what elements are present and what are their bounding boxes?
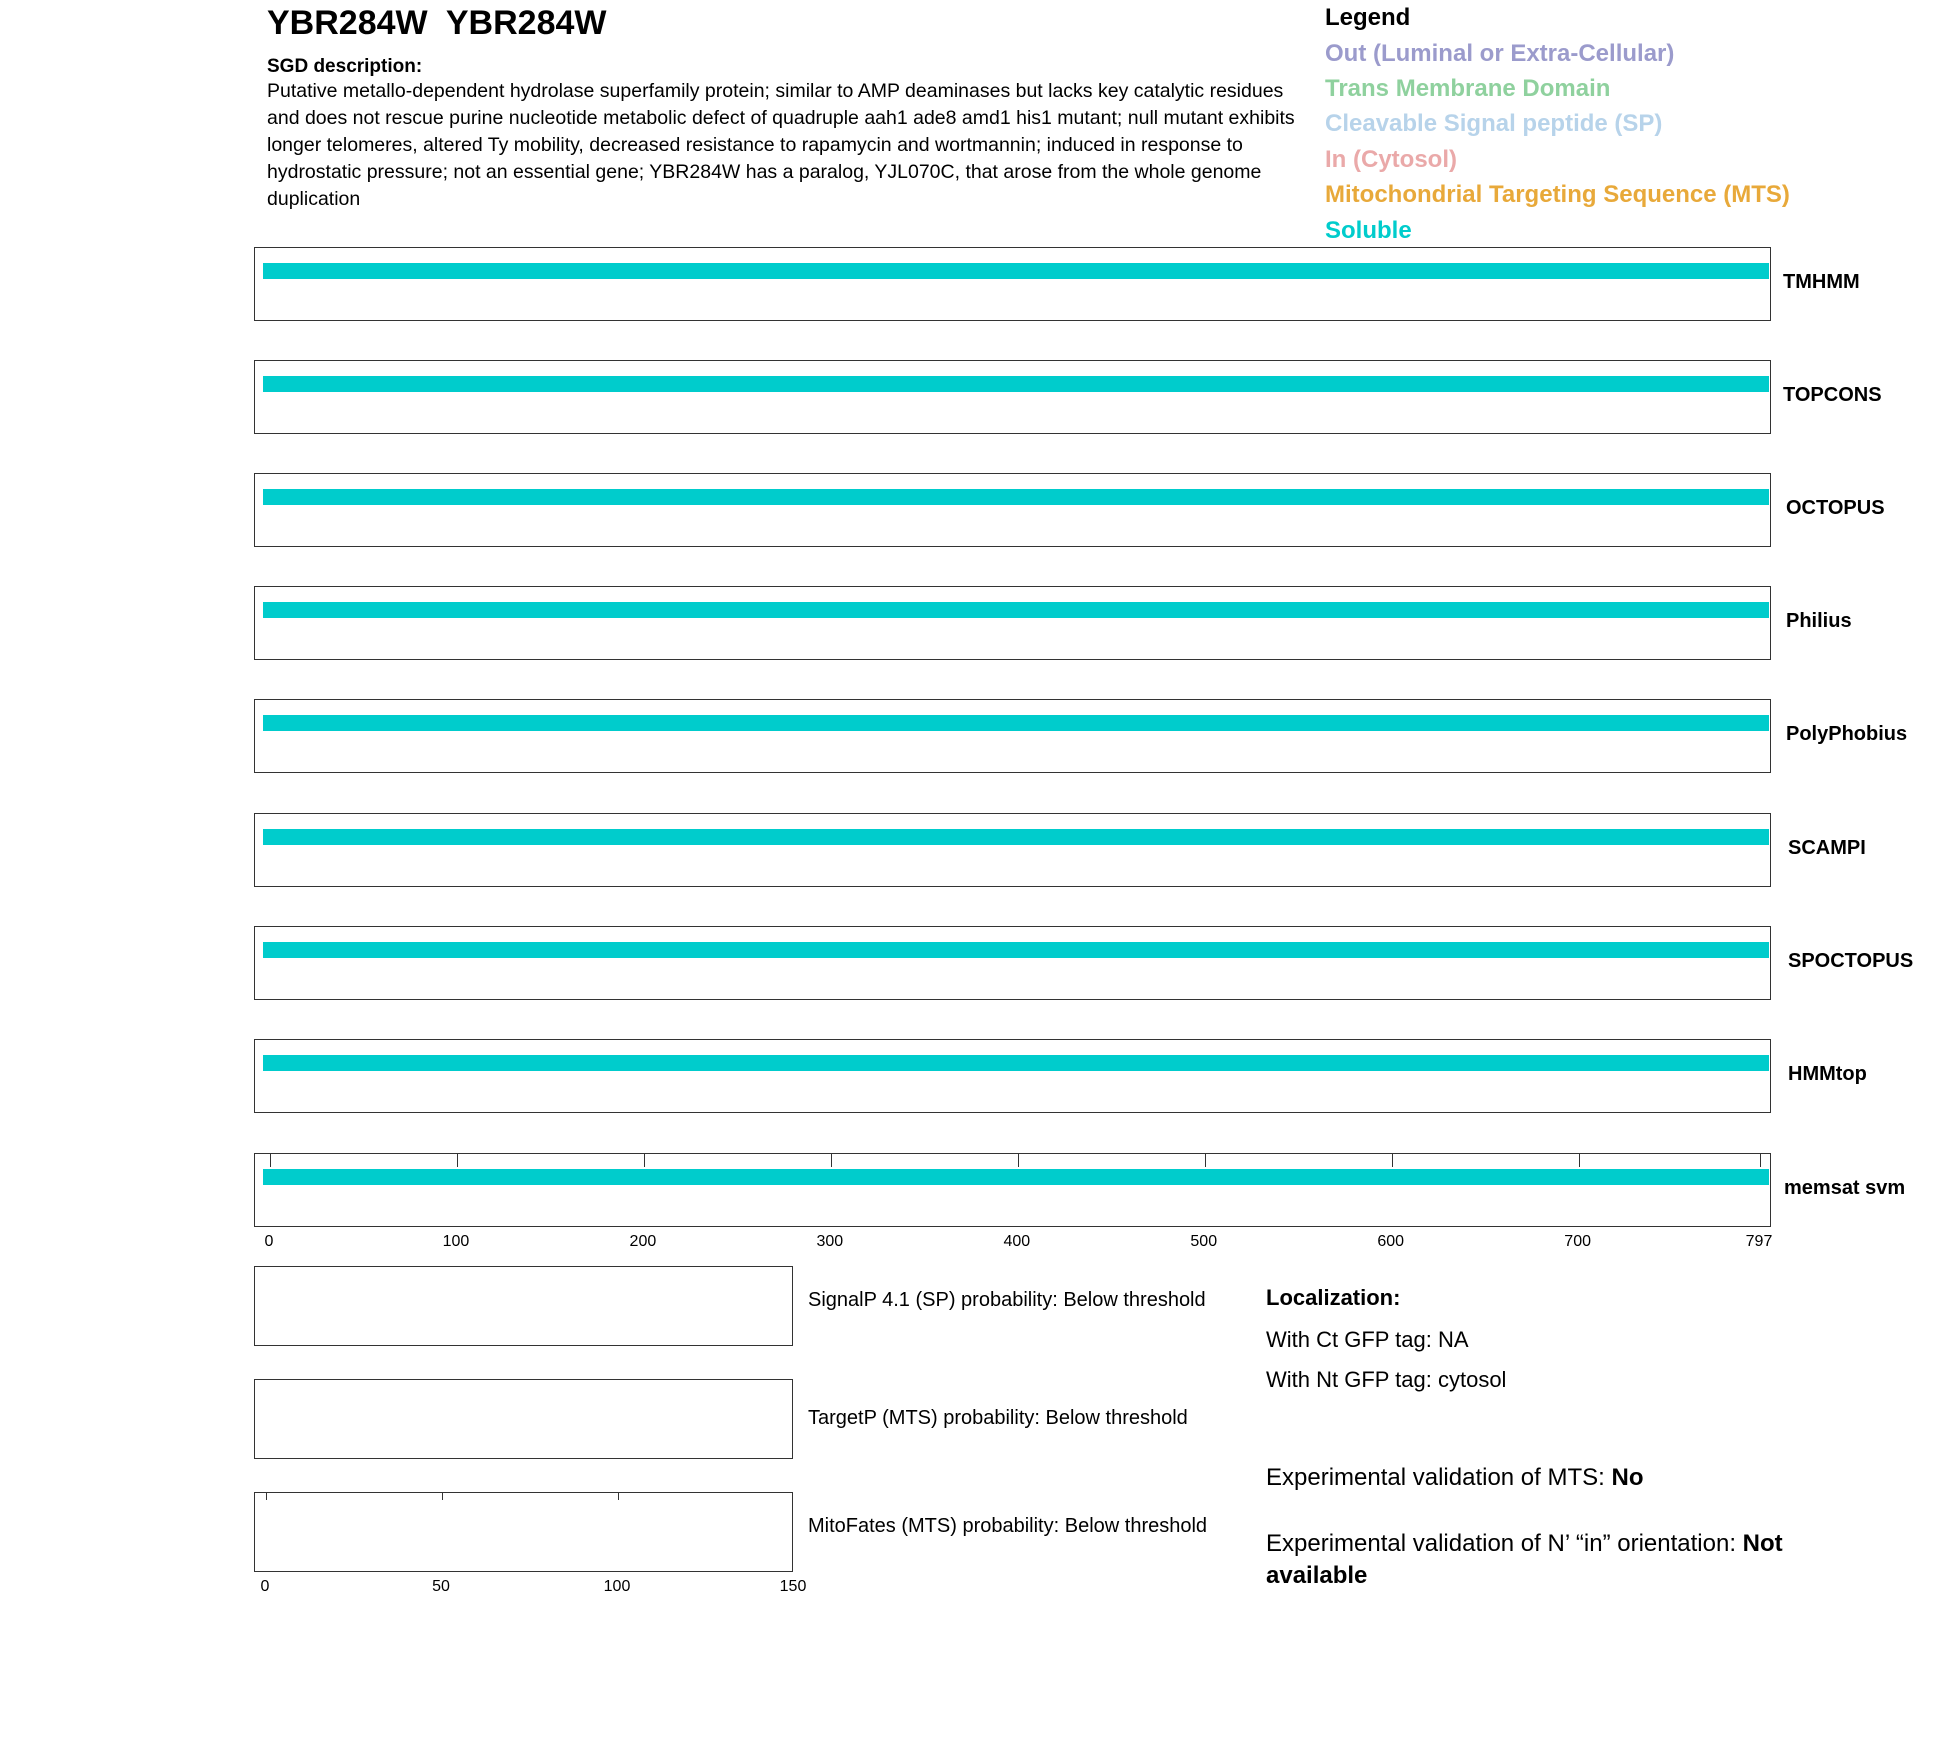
legend-item: Mitochondrial Targeting Sequence (MTS) — [1325, 181, 1790, 208]
description-text: Putative metallo-dependent hydrolase superfamily protein; similar to AMP deaminases but lacks key catalytic residues and does not rescue purine nucleotide metabolic defect of quadruple aah1 ade8 amd1 his1 mutant; null mutant exhibits longer telomeres, altered Ty mobility, decreased resistance to rapamycin and wortmannin; induced in response to hydrostatic pressure; not an essential gene; YBR284W has a paralog, YJL070C, that arose from the whole genome duplication — [267, 80, 1295, 210]
axis-tick-label: 300 — [816, 1233, 844, 1250]
track-label: SCAMPI — [1788, 837, 1866, 859]
segment-bar — [263, 489, 1769, 505]
track-box — [254, 586, 1771, 660]
track-label: TMHMM — [1783, 271, 1860, 293]
probability-text: TargetP (MTS) probability: Below threshold — [808, 1407, 1188, 1429]
track-box — [254, 247, 1771, 321]
track-box — [254, 699, 1771, 773]
axis-tick — [1205, 1154, 1206, 1167]
segment-bar — [263, 1055, 1769, 1071]
axis-tick-label: 0 — [260, 1578, 270, 1595]
localization-title: Localization: — [1266, 1285, 1401, 1310]
axis-tick — [1018, 1154, 1019, 1167]
track-label: OCTOPUS — [1786, 497, 1885, 519]
axis-tick — [831, 1154, 832, 1167]
axis-tick-label: 50 — [432, 1578, 450, 1595]
track-label: PolyPhobius — [1786, 723, 1908, 745]
track-label: HMMtop — [1788, 1063, 1867, 1085]
axis-tick-label: 600 — [1377, 1233, 1405, 1250]
mts-validation-label: Experimental validation of MTS: — [1266, 1464, 1612, 1491]
segment-bar — [263, 942, 1769, 958]
page-title: YBR284W YBR284W — [267, 4, 607, 42]
probability-box — [254, 1492, 793, 1572]
track-box — [254, 926, 1771, 1000]
axis-tick-label: 400 — [1003, 1233, 1031, 1250]
axis-tick — [270, 1154, 271, 1167]
mts-validation-value: No — [1611, 1464, 1644, 1491]
axis-tick — [644, 1154, 645, 1167]
legend-item: Out (Luminal or Extra-Cellular) — [1325, 40, 1675, 67]
axis-tick-label: 700 — [1564, 1233, 1592, 1250]
segment-bar — [263, 715, 1769, 731]
axis-tick — [1392, 1154, 1393, 1167]
axis-tick-label: 797 — [1745, 1233, 1773, 1250]
segment-bar — [263, 602, 1769, 618]
axis-tick — [1579, 1154, 1580, 1167]
axis-tick-label: 150 — [779, 1578, 807, 1595]
localization-ct: With Ct GFP tag: NA — [1266, 1327, 1469, 1352]
track-label: Philius — [1786, 610, 1852, 632]
axis-tick — [457, 1154, 458, 1167]
description-label: SGD description: — [267, 56, 423, 77]
legend-item: Soluble — [1325, 217, 1412, 244]
track-box — [254, 473, 1771, 547]
segment-bar — [263, 263, 1769, 279]
track-box — [254, 360, 1771, 434]
axis-tick-label: 0 — [264, 1233, 274, 1250]
track-box — [254, 813, 1771, 887]
legend-title: Legend — [1325, 4, 1411, 31]
axis-tick-label: 200 — [629, 1233, 657, 1250]
legend-item: Trans Membrane Domain — [1325, 75, 1611, 102]
orientation-validation — [1266, 1528, 1866, 1592]
axis-tick-label: 500 — [1190, 1233, 1218, 1250]
probability-box — [254, 1266, 793, 1346]
track-box — [254, 1039, 1771, 1113]
segment-bar — [263, 1169, 1769, 1185]
localization-nt: With Nt GFP tag: cytosol — [1266, 1367, 1507, 1392]
orientation-validation-label: Experimental validation of N’ “in” orientation: — [1266, 1530, 1743, 1557]
axis-tick — [266, 1493, 267, 1500]
axis-tick-label: 100 — [442, 1233, 470, 1250]
segment-bar — [263, 376, 1769, 392]
legend-item: In (Cytosol) — [1325, 146, 1457, 173]
axis-tick-label: 100 — [603, 1578, 631, 1595]
probability-box — [254, 1379, 793, 1459]
track-label: memsat svm — [1784, 1177, 1906, 1199]
track-label: SPOCTOPUS — [1788, 950, 1914, 972]
mts-validation — [1266, 1462, 1866, 1494]
axis-tick — [618, 1493, 619, 1500]
axis-tick — [442, 1493, 443, 1500]
probability-text: MitoFates (MTS) probability: Below threshold — [808, 1515, 1208, 1537]
segment-bar — [263, 829, 1769, 845]
track-label: TOPCONS — [1783, 384, 1882, 406]
orientation-validation-value: Not available — [1266, 1530, 1783, 1589]
probability-text: SignalP 4.1 (SP) probability: Below threshold — [808, 1289, 1206, 1311]
track-box — [254, 1153, 1771, 1227]
axis-tick — [1760, 1154, 1761, 1167]
legend-item: Cleavable Signal peptide (SP) — [1325, 110, 1663, 137]
